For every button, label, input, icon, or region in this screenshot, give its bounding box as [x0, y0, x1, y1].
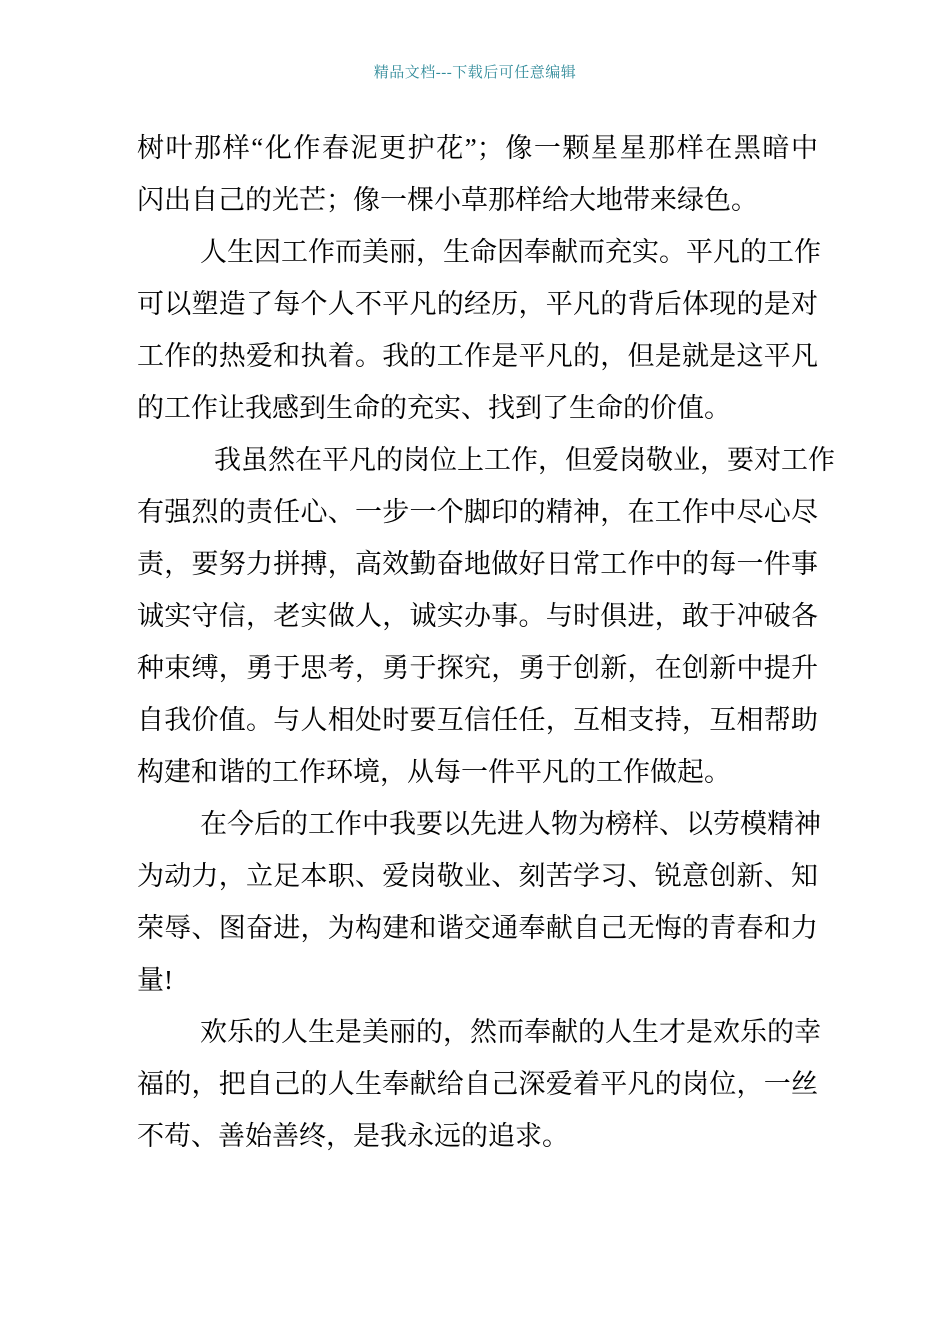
text-line: 自我价值。与人相处时要互信任任，互相支持，互相帮助 [137, 705, 818, 735]
text-line: 我虽然在平凡的岗位上工作，但爱岗敬业，要对工作 [214, 445, 835, 475]
text-line: 构建和谐的工作环境，从每一件平凡的工作做起。 [137, 757, 731, 787]
text-line: 的工作让我感到生命的充实、找到了生命的价值。 [137, 393, 731, 423]
text-line: 责，要努力拼搏，高效勤奋地做好日常工作中的每一件事 [137, 549, 818, 579]
text-line: 欢乐的人生是美丽的，然而奉献的人生才是欢乐的幸 [200, 1017, 821, 1047]
text-line: 可以塑造了每个人不平凡的经历，平凡的背后体现的是对 [137, 289, 818, 319]
text-line: 树叶那样“化作春泥更护花”；像一颗星星那样在黑暗中 [137, 133, 818, 163]
text-line: 福的，把自己的人生奉献给自己深爱着平凡的岗位，一丝 [137, 1069, 818, 1099]
document-body [137, 122, 835, 1162]
text-line: 闪出自己的光芒；像一棵小草那样给大地带来绿色。 [137, 185, 758, 215]
text-line: 诚实守信，老实做人，诚实办事。与时俱进，敢于冲破各 [137, 601, 818, 631]
text-line: 量! [137, 965, 173, 995]
text-line: 工作的热爱和执着。我的工作是平凡的，但是就是这平凡 [137, 341, 818, 371]
text-line: 种束缚，勇于思考，勇于探究，勇于创新，在创新中提升 [137, 653, 818, 683]
text-line: 荣辱、图奋进，为构建和谐交通奉献自己无悔的青春和力 [137, 913, 818, 943]
text-line: 不苟、善始善终，是我永远的追求。 [137, 1121, 569, 1151]
text-line: 有强烈的责任心、一步一个脚印的精神，在工作中尽心尽 [137, 497, 818, 527]
text-line: 为动力，立足本职、爱岗敬业、刻苦学习、锐意创新、知 [137, 861, 818, 891]
text-line: 在今后的工作中我要以先进人物为榜样、以劳模精神 [200, 809, 821, 839]
text-line: 人生因工作而美丽，生命因奉献而充实。平凡的工作 [200, 237, 821, 267]
page-header-watermark: 精品文档---下载后可任意编辑 [373, 65, 577, 81]
